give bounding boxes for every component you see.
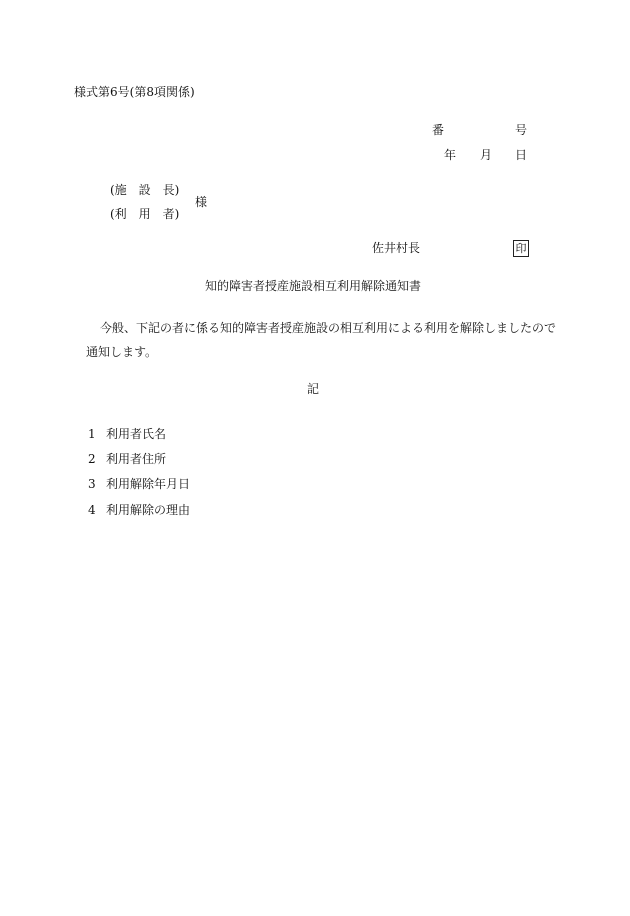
document-title: 知的障害者授産施設相互利用解除通知書 [205, 279, 422, 293]
list-item: 利用者氏名 [106, 427, 167, 441]
list-item: 利用解除年月日 [106, 477, 191, 491]
number-kanji: 番 [432, 123, 445, 137]
list-item-number: 4 [88, 503, 96, 517]
list-item-number: 1 [88, 427, 96, 441]
sender-name: 佐井村長 [372, 241, 421, 255]
number-suffix: 号 [515, 123, 528, 137]
ki-heading: 記 [307, 382, 320, 396]
addressee-user: (利 用 者) [110, 207, 180, 221]
body-line-1: 今般、下記の者に係る知的障害者授産施設の相互利用による利用を解除しましたので [100, 321, 557, 335]
seal-mark: 印 [513, 240, 529, 257]
list-item: 利用者住所 [106, 452, 167, 466]
addressee-honorific: 様 [195, 195, 208, 209]
date-year: 年 [444, 148, 457, 162]
list-item-number: 2 [88, 452, 96, 466]
date-month: 月 [480, 148, 493, 162]
list-item: 利用解除の理由 [106, 503, 191, 517]
form-label: 様式第6号(第8項関係) [74, 85, 195, 99]
date-day: 日 [515, 148, 528, 162]
addressee-facility-head: (施 設 長) [110, 183, 180, 197]
body-line-2: 通知します。 [86, 345, 158, 359]
list-item-number: 3 [88, 477, 96, 491]
